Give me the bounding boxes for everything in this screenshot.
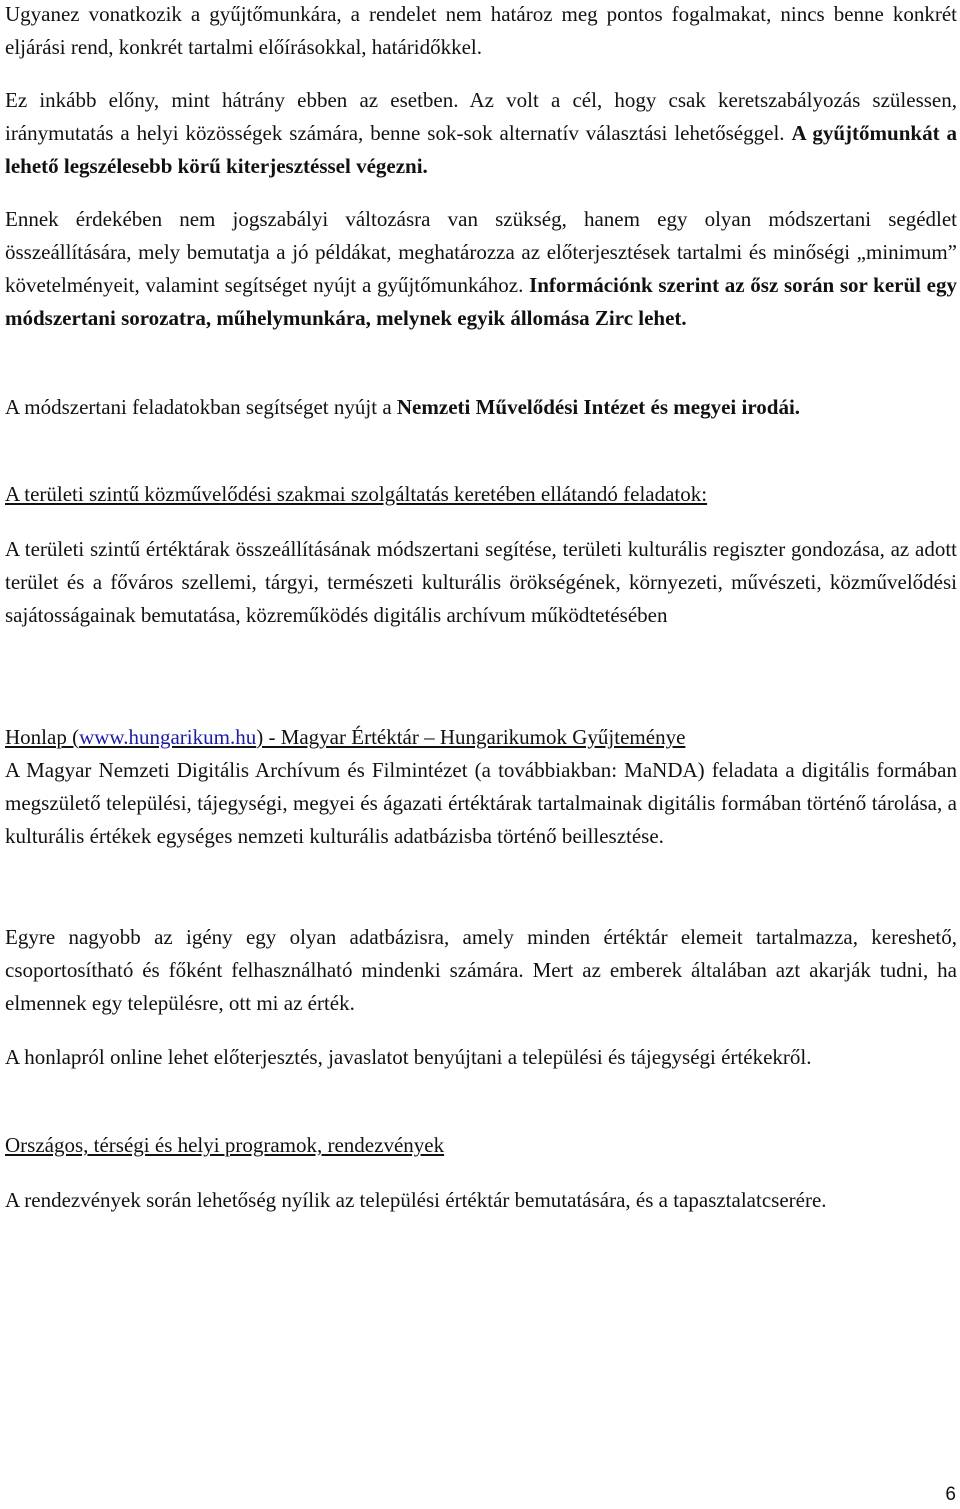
paragraph-4 (5, 391, 957, 424)
section-heading-tasks: A területi szintű közművelődési szakmai szolgáltatás keretében ellátandó feladatok: (5, 482, 708, 506)
paragraph-3-bold: Információnk szerint az ősz során sor kerül egy módszertani sorozatra, műhelymunkára, melynek egyik állomása Zirc lehet. (5, 273, 957, 330)
paragraph-2 (5, 84, 957, 183)
website-heading-suffix: ) - Magyar Értéktár – Hungarikumok Gyűjteménye (256, 725, 686, 749)
paragraph-8: A honlapról online lehet előterjesztés, javaslatot benyújtani a települési és tájegységi értékekről. (5, 1045, 812, 1069)
paragraph-1 (5, 0, 957, 64)
paragraph-3-text: Ennek érdekében nem jogszabályi változásra van szükség, hanem egy olyan módszertani segédlet összeállítására, mely bemutatja a jó példákat, meghatározza az előterjesztések tartalmi és minőségi „minimum” követelményeit, valamint segítséget nyújt a gyűjtőmunkához. (5, 207, 957, 297)
website-heading-prefix: Honlap ( (5, 725, 80, 749)
paragraph-5: A területi szintű értéktárak összeállításának módszertani segítése, területi kulturális regiszter gondozása, az adott terület és a főváros szellemi, tárgyi, természeti kulturális örökségének, környezeti, művészeti, közművelődési sajátosságainak bemutatása, közreműködés digitális archívum működtetésében (5, 537, 957, 627)
hungarikum-link[interactable]: www.hungarikum.hu (79, 725, 257, 749)
paragraph-2-bold: A gyűjtőmunkát a lehető legszélesebb körű kiterjesztéssel végezni. (5, 121, 957, 178)
page-number: 6 (945, 1484, 956, 1505)
paragraph-6: A Magyar Nemzeti Digitális Archívum és Filmintézet (a továbbiakban: MaNDA) feladata a digitális formában megszülető települési, tájegységi, megyei és ágazati értéktárak tartalmainak digitális formában történő tárolása, a kulturális értékek egységes nemzeti kulturális adatbázisba történő beillesztése. (5, 758, 957, 848)
paragraph-4-bold: Nemzeti Művelődési Intézet és megyei irodái. (396, 395, 801, 419)
paragraph-3 (5, 203, 957, 335)
section-heading-website (5, 721, 957, 754)
paragraph-2-text: Ez inkább előny, mint hátrány ebben az esetben. Az volt a cél, hogy csak keretszabályozás szülessen, iránymutatás a helyi közösségek számára, benne sok-sok alternatív választási lehetőséggel. (5, 88, 957, 145)
paragraph-1-text: Ugyanez vonatkozik a gyűjtőmunkára, a rendelet nem határoz meg pontos fogalmakat, nincs benne konkrét eljárási rend, konkrét tartalmi előírásokkal, határidőkkel. (5, 2, 957, 59)
section-heading-programs: Országos, térségi és helyi programok, rendezvények (5, 1133, 445, 1157)
paragraph-7: Egyre nagyobb az igény egy olyan adatbázisra, amely minden értéktár elemeit tartalmazza, kereshető, csoportosítható és főként felhasználható mindenki számára. Mert az emberek általában azt akarják tudni, ha elmennek egy településre, ott mi az érték. (5, 925, 957, 1015)
paragraph-9: A rendezvények során lehetőség nyílik az települési értéktár bemutatására, és a tapasztalatcserére. (5, 1188, 827, 1212)
paragraph-4-text: A módszertani feladatokban segítséget nyújt a (5, 395, 397, 419)
